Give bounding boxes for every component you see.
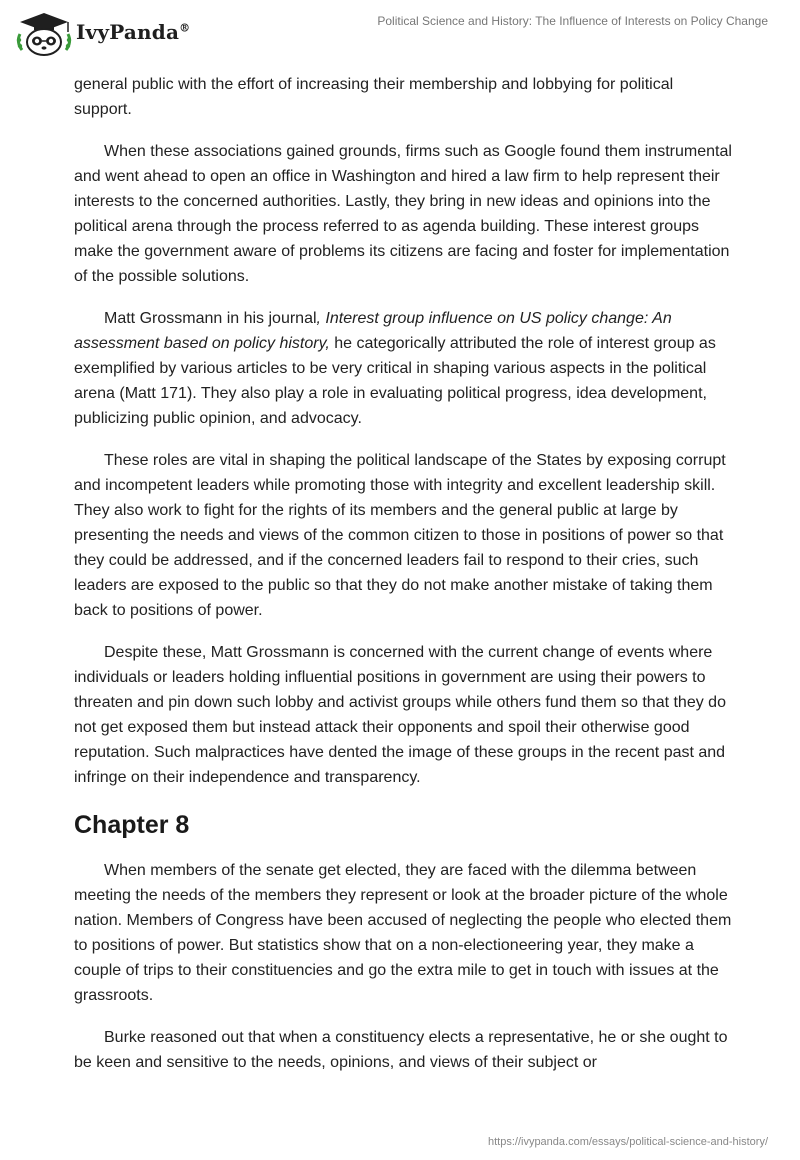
journal-title: , Interest group influence on US policy change: An assessment based on policy history,: [74, 310, 672, 352]
chapter-heading: Chapter 8: [74, 811, 190, 839]
paragraph: general public with the effort of increasing their membership and lobbying for political support.: [74, 76, 674, 118]
paragraph: When these associations gained grounds, firms such as Google found them instrumental and went ahead to open an office in Washington and hired a law firm to help represent their interests to the concerned authorities. Lastly, they bring in new ideas and opinions into the political arena through the process referred to as agenda building. These interest groups make the government aware of problems its citizens are facing and foster for implementation of the possible solutions.: [74, 143, 732, 285]
panda-graduate-icon: [14, 10, 74, 56]
paragraph: [74, 306, 734, 431]
document-title: Political Science and History: The Influence of Interests on Policy Change: [377, 14, 768, 28]
site-logo[interactable]: [14, 10, 214, 56]
paragraph: When members of the senate get elected, they are faced with the dilemma between meeting the needs of the members they represent or look at the broader picture of the whole nation. Members of Congress have been accused of neglecting the people who elected them to positions of power. But statistics show that on a non-electioneering year, they make a couple of trips to their constituencies and go the extra mile to get in touch with issues at the grassroots.: [74, 862, 732, 1004]
essay-content: [74, 72, 734, 1092]
paragraph: Burke reasoned out that when a constituency elects a representative, he or she ought to be keen and sensitive to the needs, opinions, and views of their subject or: [74, 1029, 728, 1071]
paragraph-text: Matt Grossmann in his journal: [104, 310, 317, 327]
paragraph-text: he categorically attributed the role of interest group as exemplified by various articles to be very critical in shaping various aspects in the political arena (Matt 171). They also play a role in evaluating political progress, idea development, publicizing public opinion, and advocacy.: [74, 335, 716, 427]
logo-wordmark: IvyPanda®: [76, 20, 191, 44]
paragraph: These roles are vital in shaping the political landscape of the States by exposing corrupt and incompetent leaders while promoting those with integrity and excellent leadership skill. They also work to fight for the rights of its members and the general public at large by presenting the needs and views of the common citizen to those in positions of power so that they could be addressed, and if the concerned leaders fail to respond to their cries, such leaders are exposed to the public so that they do not make another mistake of taking them back to positions of power.: [74, 452, 726, 619]
source-url[interactable]: https://ivypanda.com/essays/political-science-and-history/: [487, 1136, 768, 1148]
paragraph: Despite these, Matt Grossmann is concerned with the current change of events where individuals or leaders holding influential positions in government are using their powers to threaten and pin down such lobby and activist groups while others fund them so that they do not get exposed them but instead attack their opponents and spoil their otherwise good reputation. Such malpractices have dented the image of these groups in the recent past and infringe on their independence and transparency.: [74, 644, 726, 786]
